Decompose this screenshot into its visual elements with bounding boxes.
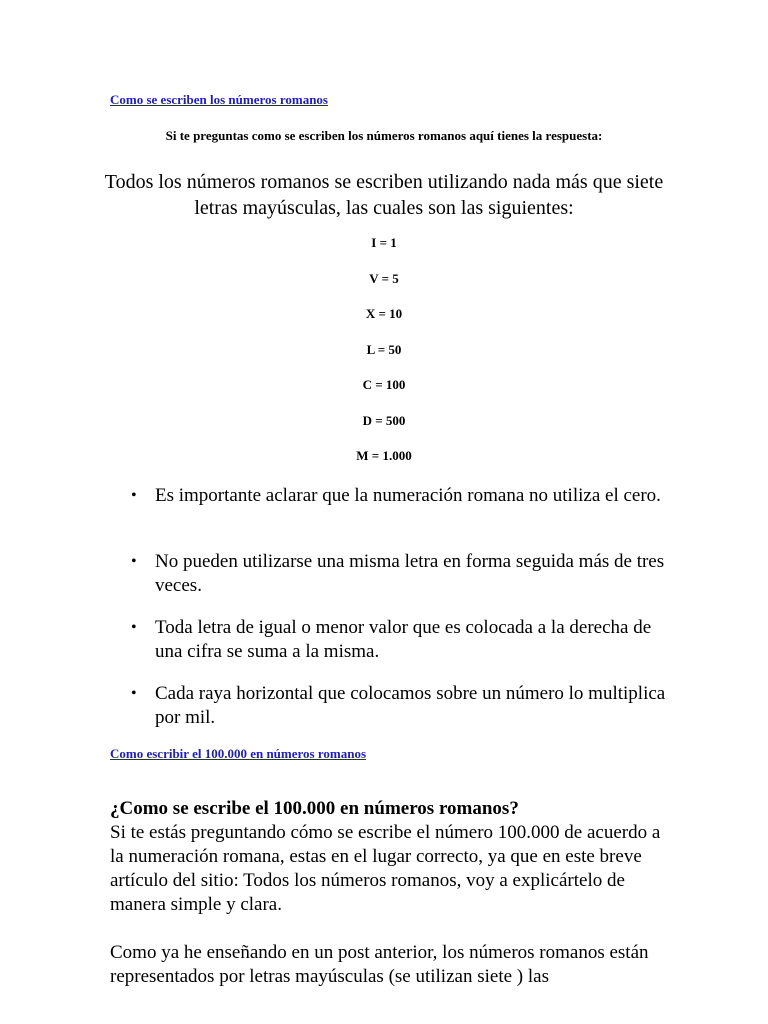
numeral-item: D = 500 [362,412,406,428]
numeral-item: M = 1.000 [356,448,412,463]
numeral-item: C = 100 [362,377,406,392]
rule-text: Es importante aclarar que la numeración romana no utiliza el cero. [155,485,661,506]
article-heading: ¿Como se escribe el 100.000 en números romanos? [110,798,519,819]
bullet-icon: • [131,487,137,504]
rule-text: No pueden utilizarse una misma letra en forma seguida más de tres veces. [155,551,665,596]
lead-paragraph: Todos los números romanos se escriben utilizando nada más que siete letras mayúsculas, las cuales son las siguientes: [104,171,664,219]
bullet-icon: • [131,685,137,702]
rule-item [110,484,670,550]
article-paragraph: Si te estás preguntando cómo se escribe el número 100.000 de acuerdo a la numeración romana, estas en el lugar correcto, ya que en este breve artículo del sitio: Todos los números romanos, voy a explicártelo de manera simple y clara. [110,822,661,915]
rule-item [110,616,670,682]
bullet-icon: • [131,553,137,570]
numeral-item: L = 50 [366,341,402,357]
article-paragraph: Como ya he enseñando en un post anterior, los números romanos están representados por letras mayúsculas (se utilizan siete ) las [110,942,649,987]
rule-text: Cada raya horizontal que colocamos sobre un número lo multiplica por mil. [155,683,666,728]
article-section [110,797,670,989]
rule-item [110,550,670,616]
numerals-list [0,235,768,484]
section-link[interactable]: Como escribir el 100.000 en números romanos [110,746,367,761]
intro-question: Si te preguntas como se escriben los números romanos aquí tienes la respuesta: [165,128,603,143]
numeral-item: X = 10 [365,306,403,321]
bullet-icon: • [131,619,137,636]
rule-item [110,682,670,748]
rules-list [110,484,670,748]
numeral-item: I = 1 [371,235,397,250]
numeral-item: V = 5 [369,270,399,286]
header-link[interactable]: Como se escriben los números romanos [110,92,328,107]
rule-text: Toda letra de igual o menor valor que es colocada a la derecha de una cifra se suma a la misma. [155,617,652,662]
